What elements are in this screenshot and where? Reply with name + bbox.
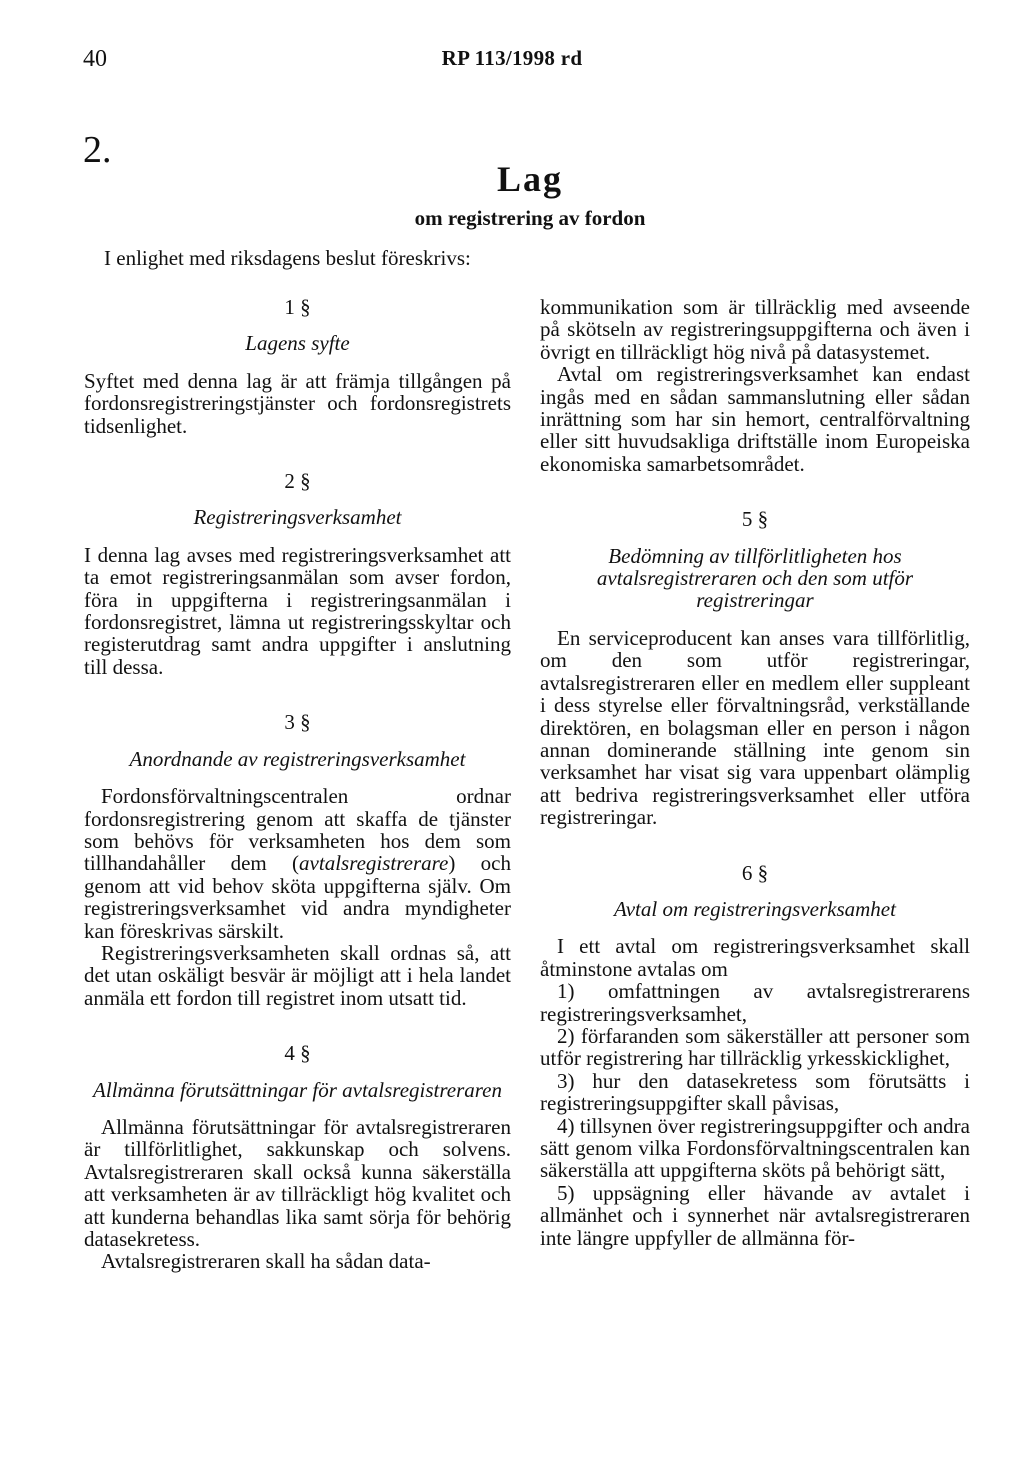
paragraph-heading: Registreringsverksamhet xyxy=(193,505,402,530)
enacting-clause: I enlighet med riksdagens beslut föreskrivs: xyxy=(104,246,471,270)
text-segment: ) och genom att vid behov sköta uppgifterna själv. Om registreringsverksamhet vid andra myndigheter kan föreskrivas särskilt. xyxy=(84,851,511,943)
text-segment: Fordonsförvaltningscentralen ordnar fordonsregistrering genom att skaffa de tjänster som behövs för verksamheten hos dem som tillhandahåller dem ( xyxy=(84,784,511,876)
paragraph-heading: Lagens syfte xyxy=(245,331,350,356)
paragraph-number: 2 § xyxy=(284,469,311,494)
paragraph-text: Avtal om registreringsverksamhet kan endast ingås med en sådan sammanslutning eller sådan inrättning som har sin hemort, centralförvaltning eller sitt huvudsakliga driftställe inom Europeiska ekonomiska samarbetsområdet. xyxy=(540,362,970,476)
defined-term: avtalsregistrerare xyxy=(299,851,449,876)
list-item: 3) hur den datasekretess som förutsätts i registreringsuppgifter skall påvisas, xyxy=(540,1068,970,1116)
paragraph-text: Avtalsregistreraren skall ha sådan data- xyxy=(101,1249,431,1274)
paragraph-number: 5 § xyxy=(741,507,769,532)
paragraph-text xyxy=(84,785,511,942)
left-column xyxy=(84,296,511,1273)
paragraph-text: kommunikation som är tillräcklig med avseende på skötseln av registreringsuppgifterna och även i övrigt en tillräckligt hög nivå på datasystemet. xyxy=(540,295,970,364)
paragraph-number: 4 § xyxy=(284,1041,311,1066)
law-subtitle: om registrering av fordon xyxy=(414,206,646,230)
paragraph-text: I ett avtal om registreringsverksamhet skall åtminstone avtalas om xyxy=(540,934,970,981)
list-item: 5) uppsägning eller hävande av avtalet i allmänhet och i synnerhet när avtalsregistreraren inte längre uppfyller de allmänna för- xyxy=(540,1180,970,1250)
paragraph-text: En serviceproducent kan anses vara tillförlitlig, om den som utför registreringar, avtalsregistreraren eller en medlem eller suppleant i dess styrelse eller förvaltningsråd, verkställande direktören, en bolagsman eller en person i någon annan dominerande ställning inte genom sin verksamhet har visat sig vara uppenbart olämplig att bedriva registreringsverksamhet eller utföra registreringar. xyxy=(540,625,970,830)
paragraph-text: I denna lag avses med registreringsverksamhet att ta emot registreringsanmälan som avser fordon, föra in uppgifterna i registreringsanmälan i fordonsregistret, lämna ut registreringsskyltar och registerutdrag samt andra uppgifter i anslutning till dessa. xyxy=(84,542,511,679)
running-header: RP 113/1998 rd xyxy=(441,46,583,70)
paragraph-number: 3 § xyxy=(284,710,311,735)
paragraph-heading: Bedömning av tillförlitligheten hos avtalsregistreraren och den som utför registreringar xyxy=(596,543,914,613)
paragraph-text: Allmänna förutsättningar för avtalsregistreraren är tillförlitlighet, sakkunskap och solvens. Avtalsregistreraren skall också kunna säkerställa att verksamheten är av tillräckligt hög kvalitet och att kunderna behandlas lika samt sörja för behörig datasekretess. xyxy=(84,1114,511,1251)
right-column xyxy=(540,296,970,1249)
paragraph-heading: Anordnande av registreringsverksamhet xyxy=(129,746,466,771)
page-number: 40 xyxy=(83,46,107,72)
paragraph-text: Syftet med denna lag är att främja tillgången på fordonsregistreringstjänster och fordonsregistrets tidsenlighet. xyxy=(84,368,511,438)
paragraph-heading: Avtal om registreringsverksamhet xyxy=(614,896,896,921)
section-number: 2. xyxy=(83,129,112,171)
paragraph-heading: Allmänna förutsättningar för avtalsregistreraren xyxy=(93,1077,502,1102)
paragraph-number: 6 § xyxy=(741,860,769,885)
list-item: 2) förfaranden som säkerställer att personer som utför registrering har tillräcklig yrkesskicklighet, xyxy=(540,1023,970,1071)
list-item: 1) omfattningen av avtalsregistrerarens registreringsverksamhet, xyxy=(540,979,970,1026)
paragraph-number: 1 § xyxy=(284,295,311,319)
list-item: 4) tillsynen över registreringsuppgifter och andra sätt genom vilka Fordonsförvaltningscentralen kan säkerställa att uppgifterna sköts på behörigt sätt, xyxy=(540,1113,970,1183)
law-title: Lag xyxy=(496,159,563,199)
paragraph-text: Registreringsverksamheten skall ordnas så, att det utan oskäligt besvär är möjligt att i hela landet anmäla ett fordon till registret inom utsatt tid. xyxy=(84,940,511,1010)
